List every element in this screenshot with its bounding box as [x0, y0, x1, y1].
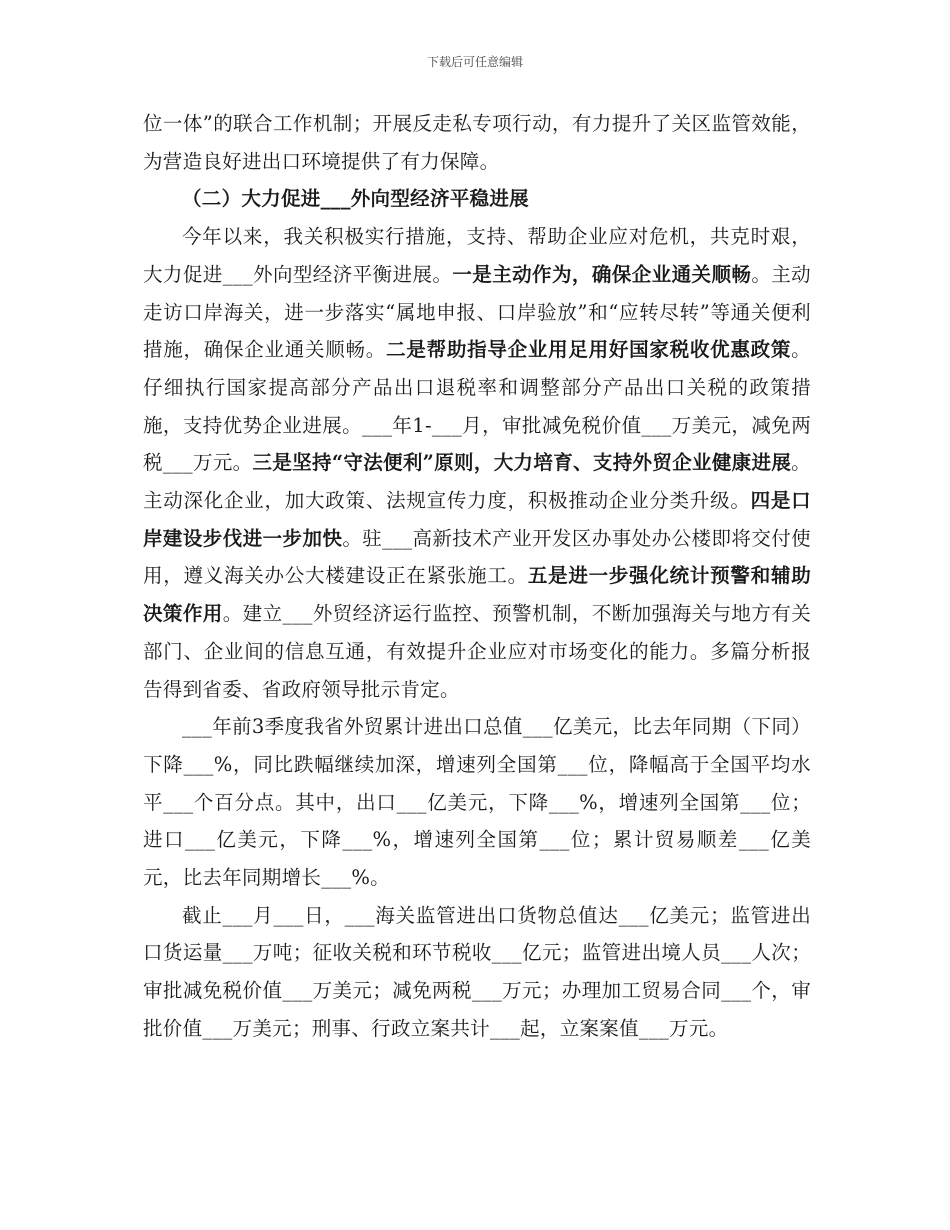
text-run: 。驻___高新技术产业开发区办事处办公楼即将交付使用，遵义海关办公大楼建设正在紧张施工。	[143, 526, 811, 588]
bold-run: 二是帮助指导企业用足用好国家税收优惠政策	[386, 338, 792, 362]
text-run: 位一体”的联合工作机制；开展反走私专项行动，有力提升了关区监管效能，为营造良好进出口环境提供了有力保障。	[143, 112, 811, 173]
text-run: 今年以来，我关积极实行措施，支持、帮助企业应对危机，共克时艰，大力促进___外向型经济平衡进展。	[143, 225, 811, 286]
page-header: 下载后可任意编辑	[426, 55, 523, 69]
paragraph	[143, 218, 811, 708]
paragraph	[143, 708, 811, 897]
bold-run: 三是坚持“守法便利”原则，大力培育、支持外贸企业健康进展	[252, 451, 792, 475]
section-heading	[143, 180, 811, 218]
document-body	[143, 105, 811, 1048]
bold-run: 四是口岸建设步伐进一步加快	[143, 489, 811, 550]
text-run: 。主动走访口岸海关，进一步落实“属地申报、口岸验放”和“应转尽转”等通关便利措施，确保企业通关顺畅。	[143, 262, 811, 362]
text-run: 。仔细执行国家提高部分产品出口退税率和调整部分产品出口关税的政策措施，支持优势企业进展。___年1-___月，审批减免税价值___万美元，减免两税___万元。	[143, 338, 811, 475]
text-run: 。建立___外贸经济运行监控、预警机制，不断加强海关与地方有关部门、企业间的信息互通，有效提升企业应对市场变化的能力。多篇分析报告得到省委、省政府领导批示肯定。	[143, 602, 811, 701]
bold-run: 五是进一步强化统计预警和辅助决策作用	[143, 564, 812, 626]
paragraph	[143, 105, 811, 180]
paragraph	[143, 897, 811, 1048]
bold-run: 一是主动作为，确保企业通关顺畅	[452, 262, 752, 286]
bold-run: （二）大力促进___外向型经济平稳进展	[182, 187, 529, 211]
text-run: 。主动深化企业，加大政策、法规宣传力度，积极推动企业分类升级。	[143, 451, 811, 513]
text-run: 截止___月___日，___海关监管进出口货物总值达___亿美元；监管进出口货运量___万吨；征收关税和环节税收___亿元；监管进出境人员___人次；审批减免税价值___万美元；减免两税___万元；办理加工贸易合同___个，审批价值___万美元；刑事、行政立案共计___起，立案案值___万元。	[143, 903, 811, 1040]
text-run: ___年前3季度我省外贸累计进出口总值___亿美元，比去年同期（下同）下降___%，同比跌幅继续加深，增速列全国第___位，降幅高于全国平均水平___个百分点。其中，出口___亿美元，下降___%，增速列全国第___位；进口___亿美元，下降___%，增速列全国第___位；累计贸易顺差___亿美元，比去年同期增长___%。	[143, 715, 811, 890]
